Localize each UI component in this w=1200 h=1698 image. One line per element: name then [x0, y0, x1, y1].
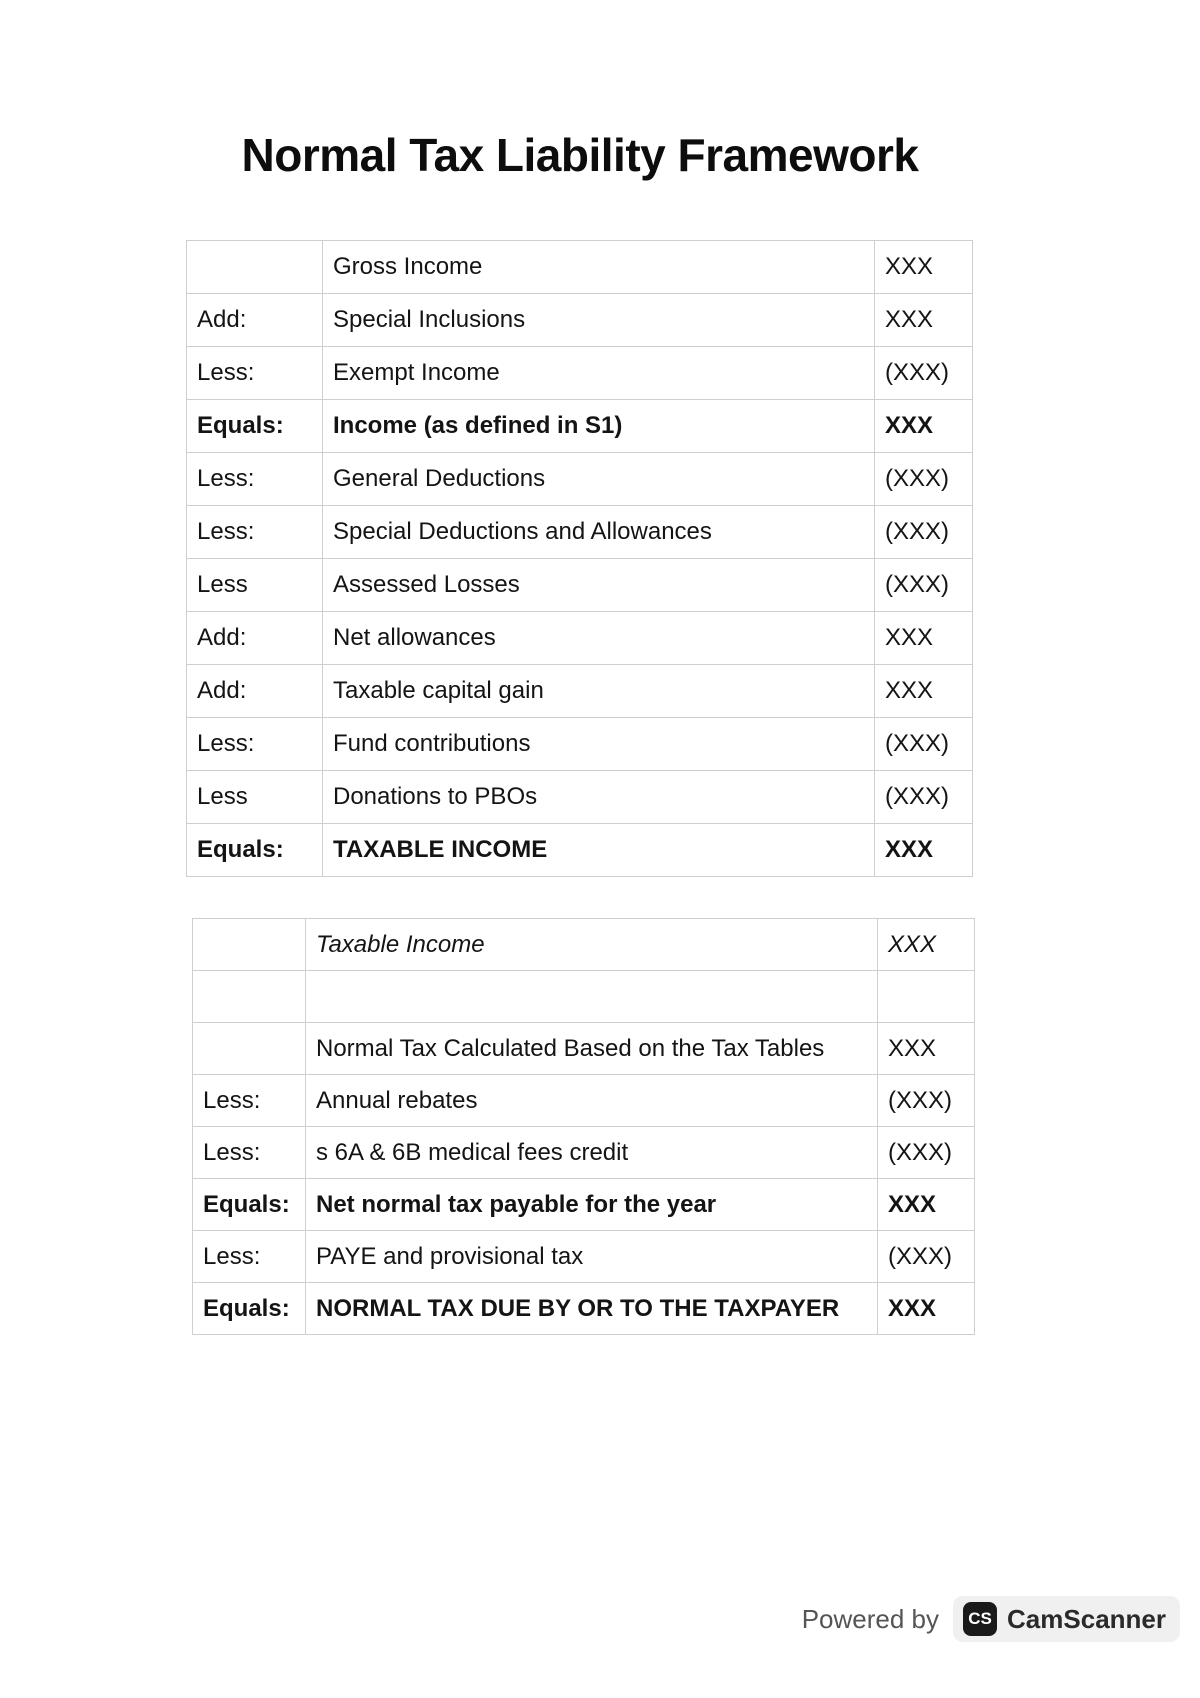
row-description: Assessed Losses: [323, 559, 875, 612]
row-description: [306, 971, 878, 1023]
row-amount: (XXX): [878, 1231, 975, 1283]
table-row: [187, 824, 973, 877]
row-description: Donations to PBOs: [323, 771, 875, 824]
row-amount: XXX: [878, 919, 975, 971]
table-row: [187, 612, 973, 665]
page-title: Normal Tax Liability Framework: [241, 129, 919, 181]
taxable-income-table: [186, 240, 973, 877]
table-row: [187, 771, 973, 824]
row-description: Fund contributions: [323, 718, 875, 771]
table-row: [187, 453, 973, 506]
row-amount: (XXX): [875, 453, 973, 506]
row-description: Net normal tax payable for the year: [306, 1179, 878, 1231]
row-operator: [193, 1023, 306, 1075]
table-row: [187, 665, 973, 718]
row-description: Income (as defined in S1): [323, 400, 875, 453]
row-amount: (XXX): [878, 1075, 975, 1127]
row-description: NORMAL TAX DUE BY OR TO THE TAXPAYER: [306, 1283, 878, 1335]
row-description: Normal Tax Calculated Based on the Tax Tables: [306, 1023, 878, 1075]
table-row: [193, 1075, 975, 1127]
row-description: Taxable Income: [306, 919, 878, 971]
row-amount: (XXX): [875, 347, 973, 400]
row-amount: XXX: [878, 1023, 975, 1075]
table-row: [193, 1283, 975, 1335]
row-operator: Less:: [187, 453, 323, 506]
camscanner-brand: CamScanner: [1007, 1603, 1166, 1634]
row-amount: XXX: [878, 1283, 975, 1335]
row-operator: Equals:: [193, 1283, 306, 1335]
row-operator: Equals:: [187, 824, 323, 877]
row-operator: Less: [187, 771, 323, 824]
row-amount: XXX: [875, 294, 973, 347]
row-amount: XXX: [875, 665, 973, 718]
row-description: Exempt Income: [323, 347, 875, 400]
row-amount: XXX: [875, 612, 973, 665]
table-row: [187, 718, 973, 771]
table-row: [187, 400, 973, 453]
row-operator: Less:: [187, 718, 323, 771]
row-amount: XXX: [875, 824, 973, 877]
row-operator: Add:: [187, 294, 323, 347]
powered-by-label: Powered by: [801, 1603, 940, 1634]
row-operator: [187, 241, 323, 294]
row-description: Taxable capital gain: [323, 665, 875, 718]
table-row: [187, 506, 973, 559]
row-operator: Less: [187, 559, 323, 612]
table-row: [193, 1179, 975, 1231]
table-row: [193, 1023, 975, 1075]
row-operator: Less:: [187, 506, 323, 559]
row-description: Special Deductions and Allowances: [323, 506, 875, 559]
row-description: s 6A & 6B medical fees credit: [306, 1127, 878, 1179]
row-description: Annual rebates: [306, 1075, 878, 1127]
table-row: [187, 241, 973, 294]
row-description: Special Inclusions: [323, 294, 875, 347]
table-row: [187, 347, 973, 400]
row-amount: (XXX): [875, 506, 973, 559]
camscanner-logo-icon: CS: [963, 1602, 997, 1636]
row-amount: (XXX): [875, 771, 973, 824]
table-row: [193, 1231, 975, 1283]
table-row: [193, 919, 975, 971]
row-amount: (XXX): [875, 718, 973, 771]
table-row: [193, 971, 975, 1023]
camscanner-badge: [953, 1596, 1180, 1642]
row-operator: Add:: [187, 665, 323, 718]
row-operator: Add:: [187, 612, 323, 665]
row-amount: (XXX): [878, 1127, 975, 1179]
row-operator: Less:: [193, 1127, 306, 1179]
row-description: Net allowances: [323, 612, 875, 665]
row-amount: (XXX): [875, 559, 973, 612]
row-description: Gross Income: [323, 241, 875, 294]
camscanner-watermark: [802, 1596, 1180, 1642]
row-amount: [878, 971, 975, 1023]
row-operator: [193, 971, 306, 1023]
row-amount: XXX: [875, 241, 973, 294]
table-row: [187, 559, 973, 612]
table-row: [187, 294, 973, 347]
row-amount: XXX: [878, 1179, 975, 1231]
row-operator: Less:: [187, 347, 323, 400]
normal-tax-table: [192, 918, 975, 1335]
row-description: General Deductions: [323, 453, 875, 506]
table-row: [193, 1127, 975, 1179]
row-amount: XXX: [875, 400, 973, 453]
row-description: TAXABLE INCOME: [323, 824, 875, 877]
row-operator: Equals:: [187, 400, 323, 453]
row-description: PAYE and provisional tax: [306, 1231, 878, 1283]
row-operator: Less:: [193, 1231, 306, 1283]
row-operator: Less:: [193, 1075, 306, 1127]
row-operator: [193, 919, 306, 971]
row-operator: Equals:: [193, 1179, 306, 1231]
